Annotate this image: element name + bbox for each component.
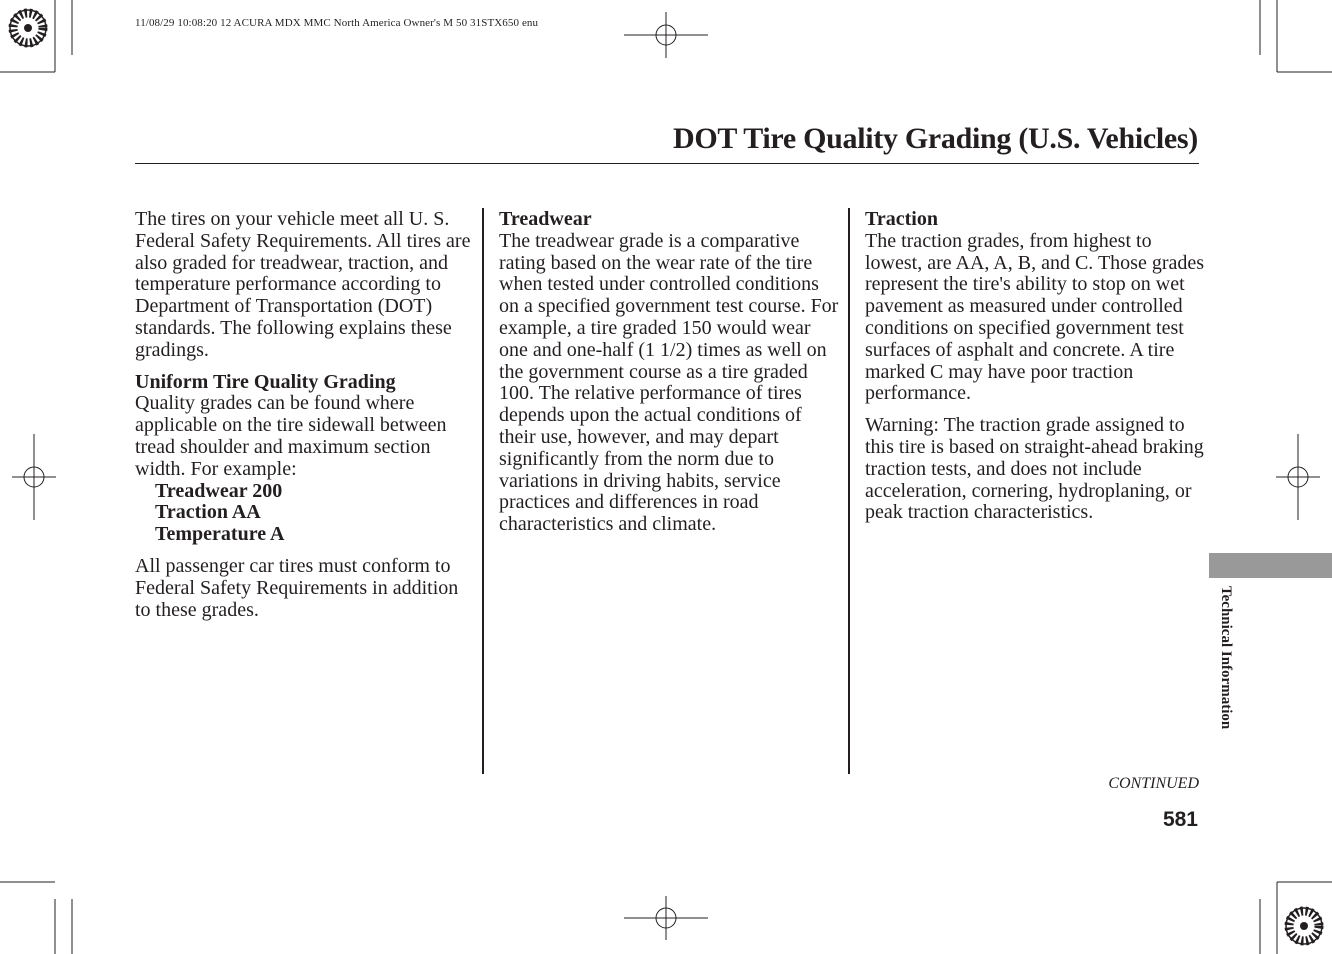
uniform-grading-body: Quality grades can be found where applicable on the tire sidewall between tread shoulder and maximum section width. For example:	[135, 392, 447, 480]
treadwear-body: The treadwear grade is a comparative rating based on the wear rate of the tire when tested under controlled conditions on a specified government test course. For example, a tire graded 150 would wear one and one-half (1 1/2) times as well on the government course as a tire graded 100. The relative performance of tires depends upon the actual conditions of their use, however, and may depart significantly from the norm due to variations in driving habits, service practices and differences in road characteristics and climate.	[499, 229, 839, 536]
example-treadwear: Treadwear 200	[155, 479, 283, 502]
column-1	[135, 209, 475, 631]
column-divider	[848, 208, 850, 774]
print-header: 11/08/29 10:08:20 12 ACURA MDX MMC North America Owner's M 50 31STX650 enu	[135, 17, 539, 29]
continued-label: CONTINUED	[1108, 775, 1199, 792]
traction-warning: Warning: The traction grade assigned to this tire is based on straight-ahead braking traction tests, and does not include acceleration, cornering, hydroplaning, or peak traction characteristics.	[865, 414, 1204, 524]
starburst-mark-bottom-right	[1286, 908, 1322, 944]
registration-mark	[1276, 434, 1320, 520]
example-temperature: Temperature A	[155, 523, 285, 546]
column-divider	[482, 208, 484, 774]
treadwear-section	[499, 209, 839, 536]
column-2	[499, 209, 839, 546]
example-traction: Traction AA	[155, 501, 261, 524]
section-tab	[1209, 553, 1332, 578]
page-number: 581	[1162, 808, 1198, 831]
starburst-mark-top-left	[10, 10, 46, 46]
registration-mark	[624, 896, 708, 940]
traction-heading: Traction	[865, 208, 938, 230]
uniform-grading-section	[135, 372, 475, 546]
traction-body: The traction grades, from highest to lowest, are AA, A, B, and C. Those grades represent the tire's ability to stop on wet pavement as measured under controlled conditions on specified government test surfaces of asphalt and concrete. A tire marked C may have poor traction performance.	[865, 229, 1205, 405]
uniform-grading-heading: Uniform Tire Quality Grading	[135, 370, 396, 393]
registration-mark	[12, 434, 56, 520]
treadwear-heading: Treadwear	[499, 208, 592, 230]
registration-mark	[624, 12, 708, 58]
section-tab-label: Technical Information	[1218, 586, 1234, 730]
title-rule	[135, 163, 1199, 164]
traction-section	[865, 209, 1205, 405]
page-title: DOT Tire Quality Grading (U.S. Vehicles)	[672, 122, 1198, 155]
intro-paragraph: The tires on your vehicle meet all U. S. Federal Safety Requirements. All tires are also graded for treadwear, traction, and temperature performance according to Department of Transportation (DOT) standards. The following explains these gradings.	[135, 208, 471, 361]
column-3	[865, 209, 1205, 534]
closing-paragraph: All passenger car tires must conform to Federal Safety Requirements in addition to these grades.	[135, 554, 459, 621]
